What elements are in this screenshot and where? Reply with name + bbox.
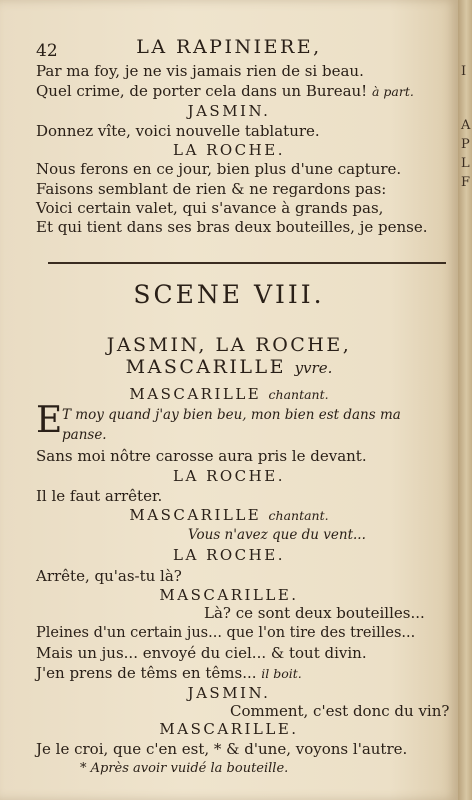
song-line: Vous n'avez que du vent... — [188, 527, 366, 543]
facing-page-letter: A — [461, 118, 471, 133]
footnote: * Après avoir vuidé la bouteille. — [80, 761, 289, 776]
stage-direction: yvre. — [294, 359, 333, 377]
stage-direction: il boit. — [261, 666, 302, 681]
speaker-heading — [0, 506, 458, 525]
cast-list-line — [0, 356, 458, 379]
song-line: panse. — [62, 427, 107, 443]
speaker-name: MASCARILLE — [129, 385, 262, 403]
speaker-heading: LA ROCHE. — [173, 467, 285, 485]
verse-line: Faisons semblant de rien & ne regardons pas: — [36, 180, 387, 198]
verse-text: J'en prens de têms en têms... — [36, 664, 257, 682]
verse-line: Voici certain valet, qui s'avance à grands pas, — [36, 199, 384, 217]
verse-line: Je le croi, que c'en est, * & d'une, voyons l'autre. — [36, 740, 408, 758]
scene-title: SCENE VIII. — [133, 280, 325, 309]
speaker-heading: MASCARILLE. — [159, 720, 299, 738]
verse-line — [36, 664, 302, 683]
stage-direction: chantant. — [268, 387, 329, 402]
verse-line: Comment, c'est donc du vin? — [230, 702, 450, 720]
verse-line: Sans moi nôtre carosse aura pris le devant. — [36, 447, 367, 465]
verse-line: Nous ferons en ce jour, bien plus d'une capture. — [36, 160, 402, 178]
facing-page-letter: F — [461, 175, 471, 190]
stage-direction: à part. — [372, 84, 414, 99]
song-line: T moy quand j'ay bien beu, mon bien est dans ma — [62, 407, 401, 423]
facing-page-letter: I — [461, 64, 467, 79]
verse-line: Par ma foy, je ne vis jamais rien de si beau. — [36, 62, 364, 80]
speaker-heading — [0, 385, 458, 404]
stage-direction: chantant. — [268, 508, 329, 523]
facing-page-edge — [458, 0, 472, 800]
cast-name: MASCARILLE — [125, 356, 287, 378]
verse-line: Arrête, qu'as-tu là? — [36, 567, 182, 585]
page-number: 42 — [36, 41, 58, 61]
speaker-heading: MASCARILLE. — [159, 586, 299, 604]
verse-line: Donnez vîte, voici nouvelle tablature. — [36, 122, 320, 140]
facing-page-letter: P — [461, 137, 470, 152]
speaker-heading: LA ROCHE. — [173, 546, 285, 564]
facing-page-letter: L — [461, 156, 470, 171]
section-divider — [48, 262, 446, 264]
verse-line: Et qui tient dans ses bras deux bouteilles, je pense. — [36, 218, 428, 236]
verse-line: Là? ce sont deux bouteilles... — [204, 604, 425, 622]
verse-line: Il le faut arrêter. — [36, 487, 163, 505]
speaker-heading: JASMIN. — [187, 684, 271, 702]
speaker-heading: LA ROCHE. — [173, 141, 285, 159]
verse-line: Quel crime, de porter cela dans un Bureau! — [36, 82, 368, 100]
verse-line: Pleines d'un certain jus... que l'on tire des treilles... — [36, 625, 416, 641]
speaker-heading: JASMIN. — [187, 102, 271, 120]
speaker-name: MASCARILLE — [129, 506, 262, 524]
verse-line: Mais un jus... envoyé du ciel... & tout divin. — [36, 644, 367, 662]
cast-list-line: JASMIN, LA ROCHE, — [106, 334, 352, 356]
drop-capital: E — [36, 400, 63, 441]
running-head: LA RAPINIERE, — [136, 36, 322, 58]
